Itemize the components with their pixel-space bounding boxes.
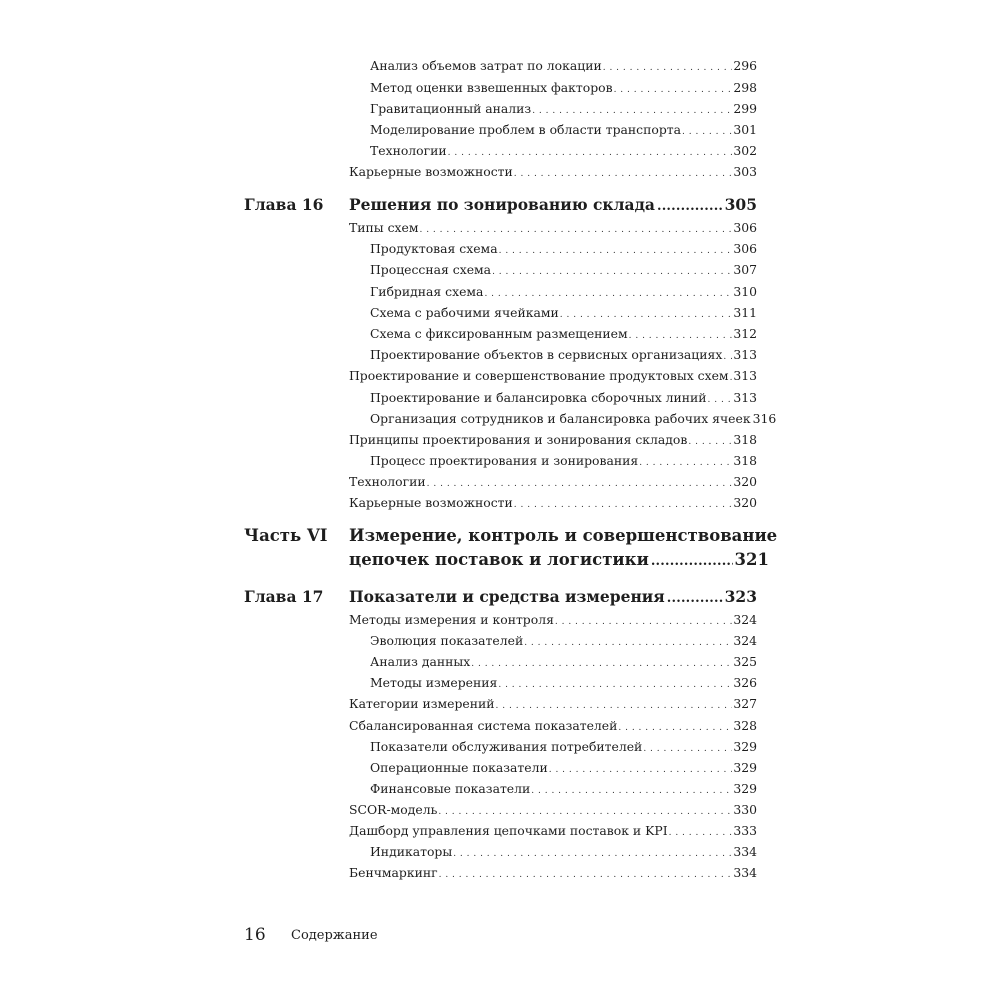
toc-entry <box>370 411 777 427</box>
toc-entry-title: Продуктовая схема <box>370 241 498 256</box>
part-6-page: 321 <box>734 550 769 569</box>
page-number: 16 <box>244 925 266 945</box>
toc-entry <box>349 824 757 839</box>
toc-entry-title: Дашборд управления цепочками поставок и KPI <box>349 823 668 838</box>
part-6-heading <box>349 550 769 569</box>
toc-entry-title: Моделирование проблем в области транспорта <box>370 122 682 137</box>
toc-entry-page: 324 <box>733 612 757 627</box>
toc-entry-page: 313 <box>733 390 757 405</box>
toc-entry <box>370 285 757 300</box>
toc-entry <box>370 634 757 649</box>
toc-entry-title: Анализ данных <box>370 654 471 669</box>
toc-entry-title: SCOR-модель <box>349 802 438 817</box>
toc-entry <box>349 866 757 881</box>
toc-entry-title: Методы измерения и контроля <box>349 612 554 627</box>
toc-entry <box>370 81 757 96</box>
toc-entry <box>370 782 757 797</box>
toc-entry-page: 334 <box>733 865 757 880</box>
part-6-title-line2: цепочек поставок и логистики <box>349 550 649 569</box>
toc-entry-page: 326 <box>733 675 757 690</box>
toc-entry-page: 320 <box>733 495 757 510</box>
toc-entry-page: 303 <box>733 164 757 179</box>
toc-entry-title: Эволюция показателей <box>370 633 524 648</box>
toc-entry-title: Карьерные возможности <box>349 164 513 179</box>
toc-entry <box>349 613 757 628</box>
toc-entry-page: 318 <box>733 432 757 447</box>
toc-entry-page: 334 <box>733 844 757 859</box>
toc-entry-title: Операционные показатели <box>370 760 548 775</box>
toc-entry <box>349 697 757 712</box>
toc-entry-page: 329 <box>733 781 757 796</box>
toc-entry <box>370 123 757 138</box>
toc-entry <box>370 655 757 670</box>
toc-entry-title: Гибридная схема <box>370 284 484 299</box>
toc-entry-title: Сбалансированная система показателей <box>349 718 618 733</box>
toc-entry-title: Анализ объемов затрат по локации <box>370 58 602 73</box>
toc-entry-page: 328 <box>733 718 757 733</box>
toc-entry-title: Гравитационный анализ <box>370 101 532 116</box>
toc-entry <box>349 165 757 180</box>
toc-entry-title: Категории измерений <box>349 696 495 711</box>
toc-entry-page: 327 <box>733 696 757 711</box>
chapter-17-heading <box>349 587 757 606</box>
toc-entry-title: Схема с рабочими ячейками <box>370 305 559 320</box>
chapter-16-page: 305 <box>724 195 757 214</box>
toc-entry-page: 320 <box>733 474 757 489</box>
toc-entry-page: 325 <box>733 654 757 669</box>
toc-entry-page: 307 <box>733 262 757 277</box>
toc-entry <box>370 306 757 321</box>
chapter-16-title: Решения по зонированию склада <box>349 195 655 214</box>
toc-entry-page: 306 <box>733 220 757 235</box>
toc-entry-page: 298 <box>733 80 757 95</box>
toc-entry-title: Типы схем <box>349 220 419 235</box>
toc-entry-title: Показатели обслуживания потребителей <box>370 739 643 754</box>
toc-entry-title: Карьерные возможности <box>349 495 513 510</box>
toc-entry <box>349 803 757 818</box>
toc-entry <box>349 433 757 448</box>
toc-entry <box>370 740 757 755</box>
toc-entry <box>370 102 757 117</box>
toc-entry-page: 324 <box>733 633 757 648</box>
chapter-16-label: Глава 16 <box>244 195 324 214</box>
running-footer-label: Содержание <box>291 928 378 943</box>
toc-entry-title: Финансовые показатели <box>370 781 531 796</box>
toc-entry-title: Технологии <box>370 143 447 158</box>
part-6-label: Часть VI <box>244 526 328 545</box>
toc-entry <box>349 221 757 236</box>
chapter-17-page: 323 <box>724 587 757 606</box>
toc-entry-page: 299 <box>733 101 757 116</box>
toc-entry-page: 310 <box>733 284 757 299</box>
toc-entry-page: 329 <box>733 739 757 754</box>
toc-entry-title: Бенчмаркинг <box>349 865 438 880</box>
toc-entry <box>370 391 757 406</box>
toc-entry-title: Схема с фиксированным размещением <box>370 326 628 341</box>
toc-entry <box>349 475 757 490</box>
toc-entry <box>370 454 757 469</box>
toc-entry <box>370 676 757 691</box>
toc-entry <box>370 59 757 74</box>
chapter-17-label: Глава 17 <box>244 587 324 606</box>
toc-entry-page: 301 <box>733 122 757 137</box>
toc-entry <box>349 719 757 734</box>
toc-entry <box>370 263 757 278</box>
chapter-16-heading <box>349 195 757 214</box>
toc-entry-page: 311 <box>733 305 757 320</box>
toc-entry-title: Организация сотрудников и балансировка рабочих ячеек <box>370 411 751 426</box>
toc-entry-page: 329 <box>733 760 757 775</box>
chapter-17-title: Показатели и средства измерения <box>349 587 665 606</box>
toc-entry <box>349 369 757 384</box>
toc-entry-page: 333 <box>733 823 757 838</box>
toc-entry-page: 306 <box>733 241 757 256</box>
toc-entry-page: 316 <box>752 411 777 426</box>
toc-entry-title: Процессная схема <box>370 262 492 277</box>
toc-entry <box>370 144 757 159</box>
toc-entry-title: Проектирование и совершенствование продуктовых схем <box>349 368 729 383</box>
toc-entry-page: 302 <box>733 143 757 158</box>
toc-entry-title: Проектирование объектов в сервисных организациях <box>370 347 723 362</box>
toc-entry-page: 312 <box>733 326 757 341</box>
toc-entry-page: 318 <box>733 453 757 468</box>
toc-entry <box>370 327 757 342</box>
toc-entry-title: Процесс проектирования и зонирования <box>370 453 639 468</box>
toc-entry-title: Методы измерения <box>370 675 498 690</box>
part-6-title-line1: Измерение, контроль и совершенствование <box>349 526 778 545</box>
toc-entry-page: 313 <box>733 347 757 362</box>
toc-entry-page: 296 <box>733 58 757 73</box>
toc-entry-title: Метод оценки взвешенных факторов <box>370 80 613 95</box>
toc-entry <box>370 845 757 860</box>
toc-entry-page: 330 <box>733 802 757 817</box>
toc-entry <box>370 761 757 776</box>
toc-entry-title: Индикаторы <box>370 844 453 859</box>
toc-entry-title: Технологии <box>349 474 426 489</box>
toc-entry-page: 313 <box>733 368 757 383</box>
toc-entry <box>370 348 757 363</box>
toc-entry <box>349 496 757 511</box>
toc-entry-title: Проектирование и балансировка сборочных линий <box>370 390 707 405</box>
toc-entry-title: Принципы проектирования и зонирования складов <box>349 432 688 447</box>
toc-entry <box>370 242 757 257</box>
